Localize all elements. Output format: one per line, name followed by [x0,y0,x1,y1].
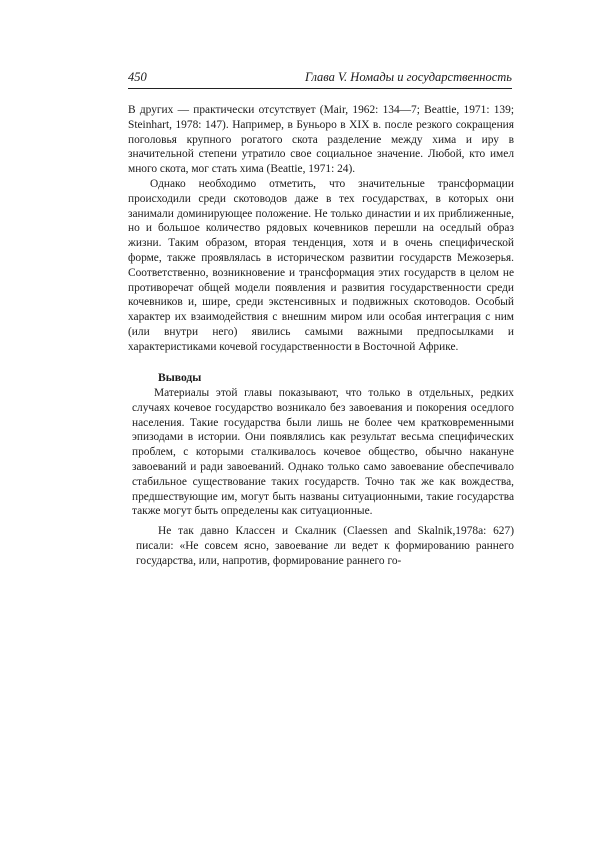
page-number: 450 [128,70,147,84]
section-heading: Выводы [158,371,202,384]
paragraph: Однако необходимо отметить, что значительные трансформации происходили среди скотоводов даже в тех государствах, в которых они занимали доминирующее положение. Не только династии и их приближенные, но и большое количество рядовых кочевников перешли на оседлый образ жизни. Таким образом, вторая тенденция, хотя и в очень специфической форме, также проявлялась в историческом развитии государств Межозерья. Соответственно, возникновение и трансформация этих государств в целом не противоречат общей модели появления и развития государственности среди кочевников и, шире, среди экстенсивных и подвижных скотоводов. Особый характер их взаимодействия с внешним миром или особая интеграция с ним (или внутри него) явились самыми важными предпосылками и характеристиками кочевой государственности в Восточной Африке. [128,177,514,353]
paragraph-continuation: В других — практически отсутствует (Mair, 1962: 134—7; Beattie, 1971: 139; Steinhart, 1978: 147). Например, в Буньоро в XIX в. после резкого сокращения поголовья крупного рогатого скота разделение между хима и иру в значительной степени утратило свое социальное значение. Любой, кто имел много скота, мог стать хима (Beattie, 1971: 24). [128,104,514,176]
conclusions-text [132,386,514,519]
running-title: Глава V. Номады и государственность [305,70,512,84]
header-rule [128,88,512,89]
page-header [128,70,512,88]
paragraph: Материалы этой главы показывают, что только в отдельных, редких случаях кочевое государство возникало без завоевания и покорения оседлого населения. Такие государства были лишь не более чем кратковременными эпизодами в истории. Они появлялись как результат весьма специфических проблем, с которыми сталкивалось кочевое общество, обычно накануне завоеваний и ради завоеваний. Однако только само завоевание обеспечивало стабильное существование таких государств. Точно так же как вождества, предшествующие им, могут быть названы ситуационными, такие государства также могут быть определены как ситуационные. [132,387,514,518]
paragraph: Не так давно Классен и Скалник (Claessen and Skalnik,1978a: 627) писали: «Не совсем ясно, завоевание ли ведет к формированию раннего государства, или, напротив, формирование раннего го- [136,525,514,567]
main-text [128,103,514,355]
conclusions-text-continued [136,524,514,568]
